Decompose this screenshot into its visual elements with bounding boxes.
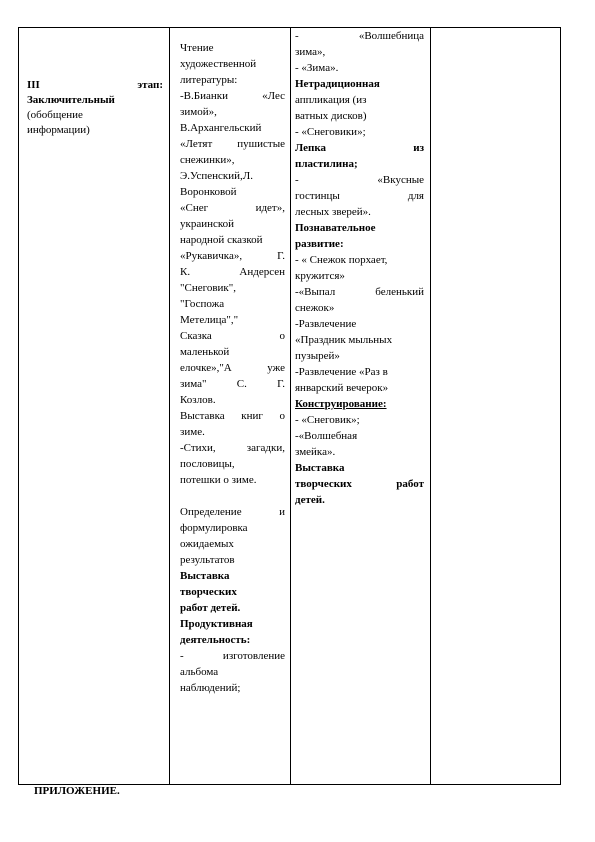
text-line: «Летят пушистые (180, 138, 285, 150)
text-line: «Рукавичка», Г. (180, 250, 285, 262)
text-line: ватных дисков) (295, 110, 367, 122)
text-line: маленькой (180, 346, 230, 358)
text-line: деятельность: (180, 634, 251, 646)
text-line: "Снеговик", (180, 282, 236, 294)
text-line: - «Зима». (295, 62, 339, 74)
stage-line-1 (27, 78, 163, 93)
text-line: ожидаемых (180, 538, 234, 550)
stage-cell (19, 28, 170, 785)
text-line: результатов (180, 554, 235, 566)
text-line: «Снег идет», (180, 202, 285, 214)
text-line: змейка». (295, 446, 336, 458)
text-line: формулировка (180, 522, 248, 534)
text-line: Выставка (180, 570, 230, 582)
text-line: лесных зверей». (295, 206, 371, 218)
text-line: - «Волшебница (295, 30, 424, 42)
text-line: -«Выпал беленький (295, 286, 424, 298)
text-line: народной сказкой (180, 234, 263, 246)
text-line: работ детей. (180, 602, 241, 614)
plan-table (18, 27, 561, 785)
text-line: -«Волшебная (295, 430, 358, 442)
text-line: зима" С. Г. (180, 378, 285, 390)
text-line: -Стихи, загадки, (180, 442, 285, 454)
text-line: К. Андерсен (180, 266, 285, 278)
text-line: «Праздник мыльных (295, 334, 393, 346)
text-line: зима», (295, 46, 326, 58)
stage-subtitle-2: информации) (27, 124, 90, 136)
text-line: Э.Успенский,Л. (180, 170, 253, 182)
text-line: пузырей» (295, 350, 340, 362)
text-line: В.Архангельский (180, 122, 262, 134)
text-line: развитие: (295, 238, 344, 250)
text-line: Козлов. (180, 394, 216, 406)
text-line: Конструирование: (295, 398, 387, 410)
activities-text (180, 40, 285, 696)
text-line: - «Вкусные (295, 174, 424, 186)
text-line: творческих работ (295, 478, 424, 490)
text-line: зиме. (180, 426, 205, 438)
activities-cell (170, 28, 291, 785)
forms-cell (291, 28, 431, 785)
text-line: Метелица"," (180, 314, 239, 326)
text-line: снежок» (295, 302, 335, 314)
text-line: Выставка (295, 462, 345, 474)
empty-cell (431, 28, 561, 785)
text-line: -В.Бианки «Лес (180, 90, 285, 102)
text-line: гостинцы для (295, 190, 424, 202)
text-line: зимой», (180, 106, 217, 118)
text-line: Продуктивная (180, 618, 253, 630)
text-line: Нетрадиционная (295, 78, 380, 90)
text-line: Чтение (180, 42, 214, 54)
text-line: пластилина; (295, 158, 358, 170)
text-line: аппликация (из (295, 94, 367, 106)
text-line: наблюдений; (180, 682, 241, 694)
text-line: Познавательное (295, 222, 376, 234)
text-line: художественной (180, 58, 257, 70)
stage-text (27, 78, 163, 138)
text-line: потешки о зиме. (180, 474, 257, 486)
text-line: снежинки», (180, 154, 235, 166)
text-line: Воронковой (180, 186, 237, 198)
text-line: Выставка книг о (180, 410, 285, 422)
table-row (19, 28, 561, 785)
text-line: елочке»,"А уже (180, 362, 285, 374)
text-line: кружится» (295, 270, 345, 282)
text-line: альбома (180, 666, 219, 678)
text-line: Сказка о (180, 330, 285, 342)
text-line: - «Снеговик»; (295, 414, 360, 426)
appendix-heading: ПРИЛОЖЕНИЕ. (34, 785, 120, 797)
text-line: литературы: (180, 74, 238, 86)
text-line: -Развлечение «Раз в (295, 366, 388, 378)
text-line: творческих (180, 586, 237, 598)
text-line: - изготовление (180, 650, 285, 662)
text-line: Определение и (180, 506, 285, 518)
text-line: январский вечерок» (295, 382, 389, 394)
stage-number: III (27, 79, 40, 91)
stage-title: Заключительный (27, 94, 115, 106)
text-line: -Развлечение (295, 318, 357, 330)
text-line: - «Снеговики»; (295, 126, 366, 138)
text-line: украинской (180, 218, 235, 230)
text-line: детей. (295, 494, 325, 506)
text-line: "Госпожа (180, 298, 225, 310)
text-line: пословицы, (180, 458, 235, 470)
forms-text (295, 28, 424, 508)
text-line: Лепка из (295, 142, 424, 154)
stage-subtitle-1: (обобщение (27, 109, 83, 121)
stage-word: этап: (137, 79, 163, 91)
text-line: - « Снежок порхает, (295, 254, 388, 266)
